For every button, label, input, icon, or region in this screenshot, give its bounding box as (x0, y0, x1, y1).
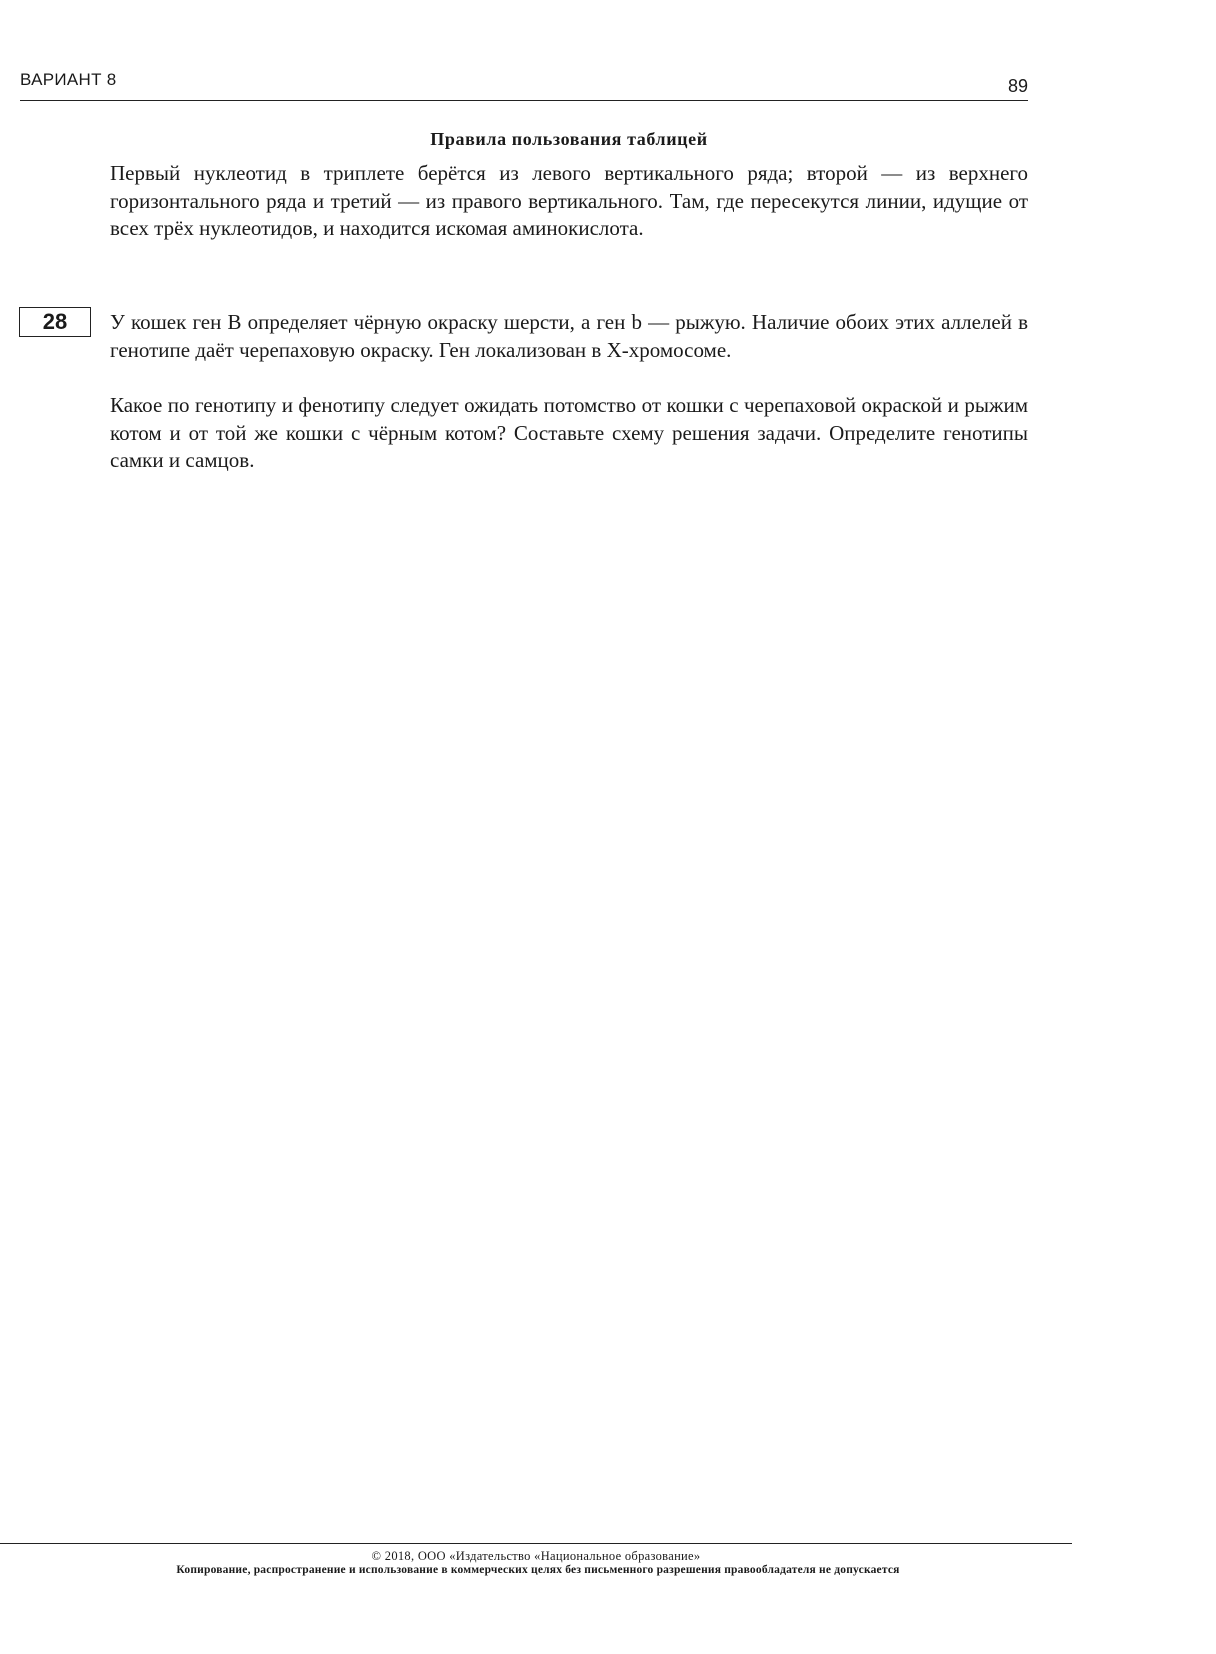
footer-copyright: © 2018, ООО «Издательство «Национальное образование» (371, 1549, 701, 1563)
rules-text: Первый нуклеотид в триплете берётся из левого вертикального ряда; второй — из верхнего горизонтального ряда и третий — из правого вертикального. Там, где пересекутся линии, идущие от всех трёх нуклеотидов, и находится искомая аминокислота. (110, 161, 1028, 240)
task-text-condition: У кошек ген B определяет чёрную окраску шерсти, а ген b — рыжую. Наличие обоих этих аллелей в генотипе даёт черепаховую окраску. Ген локализован в X-хромосоме. (110, 310, 1028, 362)
task-number-box: 28 (19, 307, 91, 337)
page-number: 89 (1007, 76, 1028, 96)
footer-notice: Копирование, распространение и использование в коммерческих целях без письменного разрешения правообладателя не допускается (176, 1564, 900, 1576)
variant-label: ВАРИАНТ 8 (20, 70, 117, 89)
rules-title: Правила пользования таблицей (430, 129, 708, 149)
header-divider (20, 100, 1028, 101)
task-text-question: Какое по генотипу и фенотипу следует ожидать потомство от кошки с черепаховой окраской и рыжим котом и от той же кошки с чёрным котом? Составьте схему решения задачи. Определите генотипы самки и самцов. (110, 393, 1028, 472)
footer-divider (0, 1543, 1072, 1544)
